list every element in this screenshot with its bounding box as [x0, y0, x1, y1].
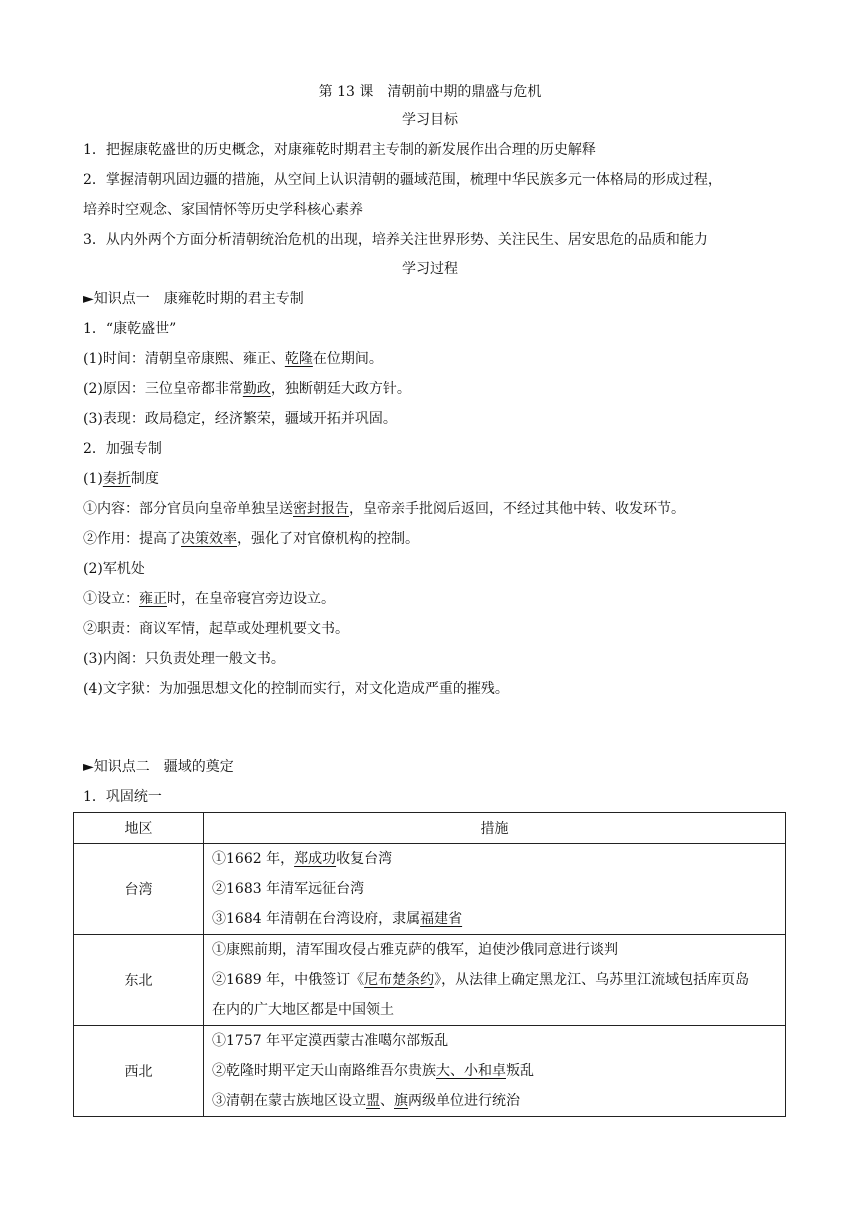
measure-item: 在内的广大地区都是中国领土: [212, 1002, 394, 1018]
kp1-reason: (2)原因：三位皇帝都非常勤政，独断朝廷大政方针。: [83, 381, 411, 397]
table-row: [74, 844, 786, 935]
region-cell: 西北: [74, 1026, 204, 1117]
kp1-junjichu-setup: ①设立：雍正时，在皇帝寝宫旁边设立。: [83, 591, 335, 607]
kp1-performance: (3)表现：政局稳定，经济繁荣，疆域开拓并巩固。: [83, 411, 397, 427]
kp1-section-2: 2．加强专制: [83, 441, 162, 457]
answer-blank: 勤政: [242, 381, 271, 397]
kp1-memorial-content: ①内容：部分官员向皇帝单独呈送密封报告，皇帝亲手批阅后返回，不经过其他中转、收发环节。: [83, 501, 685, 517]
objective-2-cont: 培养时空观念、家国情怀等历史学科核心素养: [83, 202, 363, 218]
measure-item: ②1683 年清军远征台湾: [212, 881, 365, 897]
measures-cell: [204, 844, 786, 935]
answer-blank: 福建省: [420, 911, 463, 927]
column-header-measures: 措施: [204, 813, 786, 844]
answer-blank: 乾隆: [284, 351, 313, 367]
measure-item: ③1684 年清朝在台湾设府，隶属福建省: [212, 911, 463, 927]
measure-item: ②乾隆时期平定天山南路维吾尔贵族大、小和卓叛乱: [212, 1063, 534, 1079]
kp2-section-1: 1．巩固统一: [83, 789, 162, 805]
kp2-heading: ►知识点二 疆域的奠定: [83, 759, 234, 775]
measure-item: ①康熙前期，清军围攻侵占雅克萨的俄军，迫使沙俄同意进行谈判: [212, 942, 618, 958]
kp1-section-1: 1．“康乾盛世”: [83, 321, 177, 337]
kp1-heading: ►知识点一 康雍乾时期的君主专制: [83, 291, 304, 307]
answer-blank: 奏折: [102, 471, 131, 487]
consolidation-table: [73, 812, 786, 1117]
objective-2: 2．掌握清朝巩固边疆的措施，从空间上认识清朝的疆域范围，梳理中华民族多元一体格局的形成过程，: [83, 172, 722, 188]
answer-blank: 尼布楚条约: [364, 972, 435, 988]
column-header-region: 地区: [74, 813, 204, 844]
measure-item: ①1757 年平定漠西蒙古准噶尔部叛乱: [212, 1033, 449, 1049]
answer-blank: 盟: [366, 1093, 380, 1109]
measure-item: ①1662 年，郑成功收复台湾: [212, 851, 393, 867]
table-row: [74, 1026, 786, 1117]
objectives-heading: 学习目标: [402, 112, 458, 128]
kp1-time: (1)时间：清朝皇帝康熙、雍正、乾隆在位期间。: [83, 351, 383, 367]
region-cell: 东北: [74, 935, 204, 1026]
kp1-memorial: (1)奏折制度: [83, 471, 159, 487]
kp1-junjichu: (2)军机处: [83, 561, 145, 577]
answer-blank: 旗: [394, 1093, 408, 1109]
lesson-title: 第 13 课 清朝前中期的鼎盛与危机: [318, 84, 542, 100]
table-header-row: [74, 813, 786, 844]
objective-1: 1．把握康乾盛世的历史概念，对康雍乾时期君主专制的新发展作出合理的历史解释: [83, 142, 596, 158]
kp1-wenziyu: (4)文字狱：为加强思想文化的控制而实行，对文化造成严重的摧残。: [83, 681, 509, 697]
kp1-neige: (3)内阁：只负责处理一般文书。: [83, 651, 285, 667]
measures-cell: [204, 935, 786, 1026]
region-cell: 台湾: [74, 844, 204, 935]
answer-blank: 郑成功: [294, 851, 337, 867]
table-row: [74, 935, 786, 1026]
kp1-memorial-effect: ②作用：提高了决策效率，强化了对官僚机构的控制。: [83, 531, 419, 547]
measure-item: ③清朝在蒙古族地区设立盟、旗两级单位进行统治: [212, 1093, 520, 1109]
answer-blank: 大、小和卓: [436, 1063, 506, 1079]
answer-blank: 密封报告: [293, 501, 349, 517]
process-heading: 学习过程: [402, 261, 458, 277]
measures-cell: [204, 1026, 786, 1117]
measure-item: ②1689 年，中俄签订《尼布楚条约》，从法律上确定黑龙江、乌苏里江流域包括库页岛: [212, 972, 750, 988]
answer-blank: 雍正: [139, 591, 167, 607]
objective-3: 3．从内外两个方面分析清朝统治危机的出现，培养关注世界形势、关注民生、居安思危的品质和能力: [83, 232, 708, 248]
answer-blank: 决策效率: [181, 531, 237, 547]
kp1-junjichu-duty: ②职责：商议军情，起草或处理机要文书。: [83, 621, 349, 637]
